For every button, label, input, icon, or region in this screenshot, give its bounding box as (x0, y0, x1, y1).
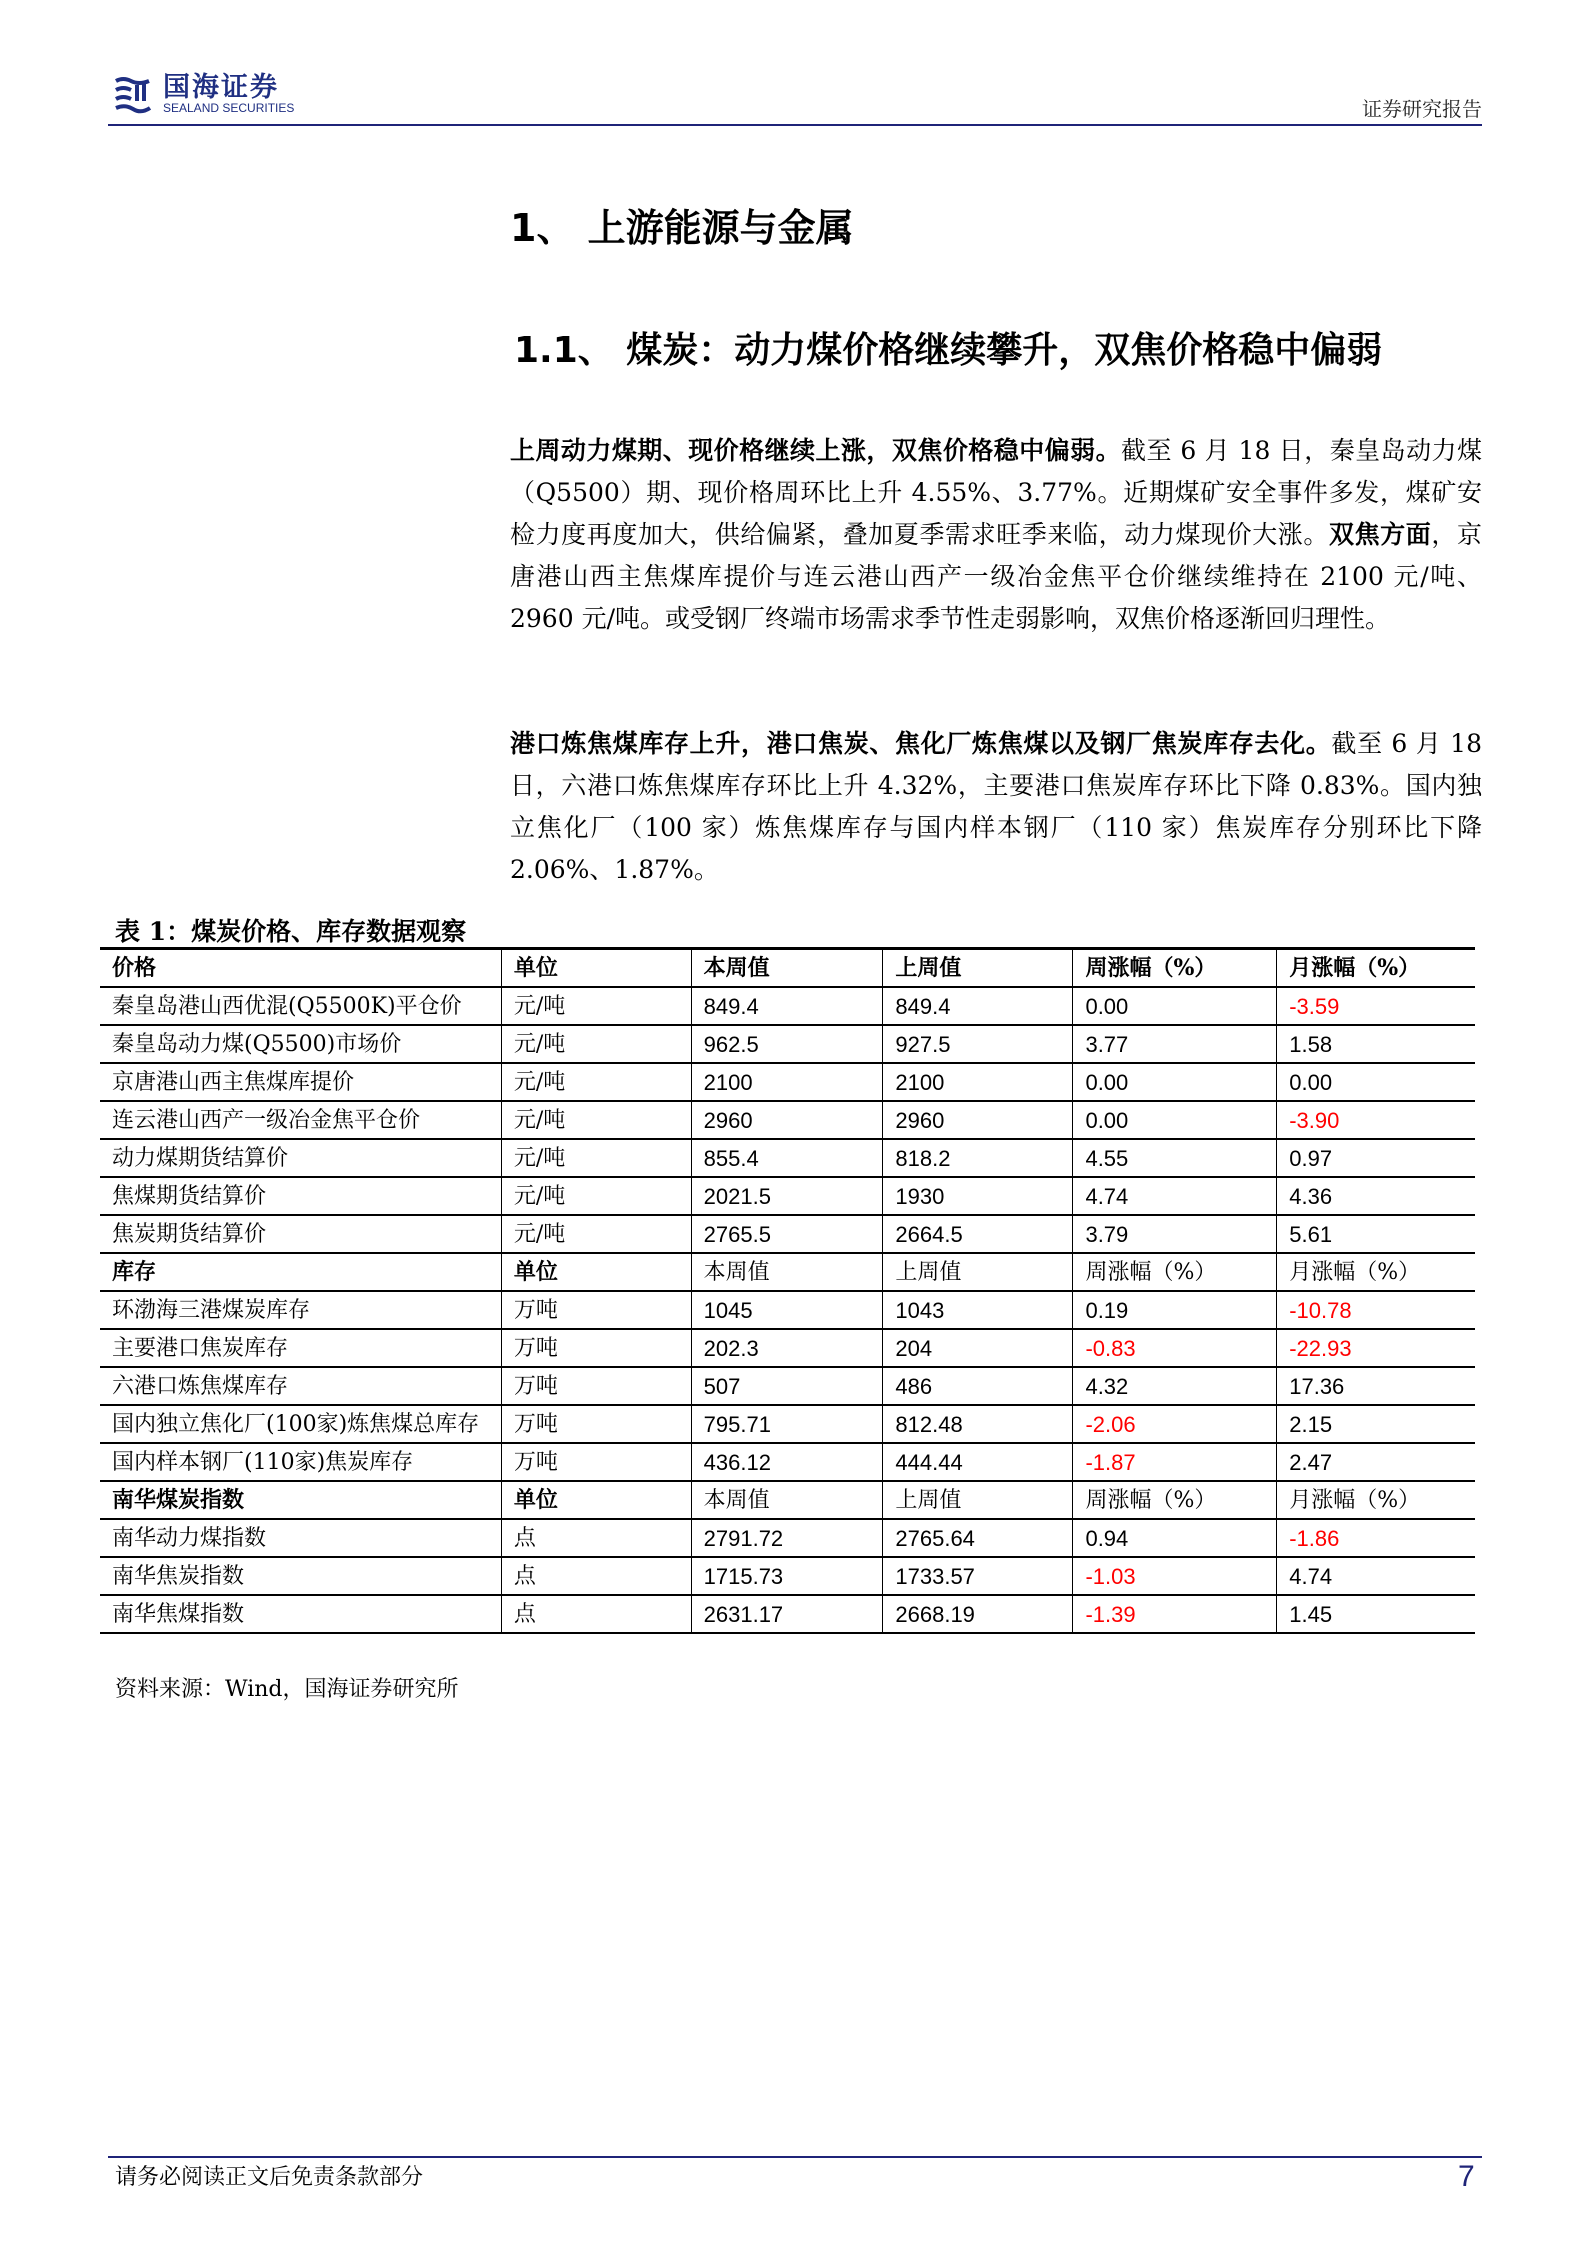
table-cell: 4.32 (1073, 1367, 1277, 1405)
table-cell: 0.94 (1073, 1519, 1277, 1557)
table-cell: 月涨幅（%） (1277, 1253, 1475, 1291)
table-row (100, 1291, 1475, 1329)
table-cell: 2765.5 (691, 1215, 883, 1253)
table-cell: 855.4 (691, 1139, 883, 1177)
table-caption: 表 1：煤炭价格、库存数据观察 (115, 917, 467, 946)
report-type: 证券研究报告 (1362, 97, 1482, 121)
table-cell: 486 (883, 1367, 1073, 1405)
table-cell: -1.87 (1073, 1443, 1277, 1481)
p2-lead: 港口炼焦煤库存上升，港口焦炭、焦化厂炼焦煤以及钢厂焦炭库存去化。 (510, 729, 1332, 758)
table-cell: 2631.17 (691, 1595, 883, 1633)
table-cell: 849.4 (883, 987, 1073, 1025)
table-cell: 南华焦炭指数 (100, 1557, 501, 1595)
table-cell: 2100 (883, 1063, 1073, 1101)
table-row (100, 1519, 1475, 1557)
table-row (100, 1139, 1475, 1177)
table-cell: 507 (691, 1367, 883, 1405)
table-cell: 月涨幅（%） (1277, 949, 1475, 988)
table-cell: 国内样本钢厂(110家)焦炭库存 (100, 1443, 501, 1481)
table-cell: 连云港山西产一级冶金焦平仓价 (100, 1101, 501, 1139)
table-cell: -1.39 (1073, 1595, 1277, 1633)
coal-data-table (100, 947, 1475, 1634)
table-cell: 927.5 (883, 1025, 1073, 1063)
table-cell: 单位 (501, 1481, 691, 1519)
p1-text2: ，京唐港山西主焦煤库提价与连云港山西产一级冶金焦平仓价继续维持在 2100 元/吨、2960 元/吨。或受钢厂终端市场需求季节性走弱影响，双焦价格逐渐回归理性。 (510, 520, 1482, 633)
table-cell: 焦炭期货结算价 (100, 1215, 501, 1253)
table-row (100, 987, 1475, 1025)
table-cell: 本周值 (691, 1481, 883, 1519)
table-cell: 元/吨 (501, 1139, 691, 1177)
logo-cn: 国海证券 (163, 72, 279, 103)
table-cell: 上周值 (883, 949, 1073, 988)
paragraph-2 (510, 723, 1482, 891)
table-cell: 0.00 (1073, 987, 1277, 1025)
table-cell: 0.19 (1073, 1291, 1277, 1329)
table-cell: 2021.5 (691, 1177, 883, 1215)
table-cell: 元/吨 (501, 1025, 691, 1063)
table-row (100, 1063, 1475, 1101)
table-cell: 元/吨 (501, 1215, 691, 1253)
table-row (100, 1557, 1475, 1595)
table-cell: 元/吨 (501, 1101, 691, 1139)
p1-lead: 上周动力煤期、现价格继续上涨，双焦价格稳中偏弱。 (510, 436, 1122, 465)
table-cell: 2664.5 (883, 1215, 1073, 1253)
table-cell: 月涨幅（%） (1277, 1481, 1475, 1519)
table-cell: 南华煤炭指数 (100, 1481, 501, 1519)
table-cell: 204 (883, 1329, 1073, 1367)
table-cell: 2100 (691, 1063, 883, 1101)
table-cell: -2.06 (1073, 1405, 1277, 1443)
table-row (100, 1025, 1475, 1063)
section-heading: 1、 上游能源与金属 (510, 206, 854, 250)
table-cell: 3.77 (1073, 1025, 1277, 1063)
p1-text: 截至 6 月 18 日，秦皇岛动力煤（Q5500）期、现价格周环比上升 4.55%、3.77%。近期煤矿安全事件多发，煤矿安检力度再度加大，供给偏紧，叠加夏季需求旺季来临，动力煤现价大涨。 (510, 436, 1482, 549)
table-header-row (100, 949, 1475, 988)
table-cell: 价格 (100, 949, 501, 988)
table-cell: 南华动力煤指数 (100, 1519, 501, 1557)
table-cell: -1.03 (1073, 1557, 1277, 1595)
table-row (100, 1101, 1475, 1139)
table-cell: -3.59 (1277, 987, 1475, 1025)
table-cell: 444.44 (883, 1443, 1073, 1481)
table-cell: 2960 (691, 1101, 883, 1139)
table-cell: 1045 (691, 1291, 883, 1329)
p2-text: 截至 6 月 18 日，六港口炼焦煤库存环比上升 4.32%，主要港口焦炭库存环比下降 0.83%。国内独立焦化厂（100 家）炼焦煤库存与国内样本钢厂（110 家）焦炭库存分别环比下降 2.06%、1.87%。 (510, 729, 1482, 884)
table-source: 资料来源：Wind，国海证券研究所 (115, 1677, 459, 1702)
table-cell: 17.36 (1277, 1367, 1475, 1405)
table-cell: 国内独立焦化厂(100家)炼焦煤总库存 (100, 1405, 501, 1443)
table-cell: 上周值 (883, 1481, 1073, 1519)
table-cell: 818.2 (883, 1139, 1073, 1177)
table-cell: 962.5 (691, 1025, 883, 1063)
header-divider (108, 124, 1482, 126)
table-row (100, 1329, 1475, 1367)
table-cell: 795.71 (691, 1405, 883, 1443)
table-cell: 0.97 (1277, 1139, 1475, 1177)
table-cell: 动力煤期货结算价 (100, 1139, 501, 1177)
table-cell: 元/吨 (501, 1177, 691, 1215)
table-cell: 4.36 (1277, 1177, 1475, 1215)
table-header-row (100, 1253, 1475, 1291)
table-cell: -22.93 (1277, 1329, 1475, 1367)
table-cell: 元/吨 (501, 987, 691, 1025)
table-cell: 812.48 (883, 1405, 1073, 1443)
table-cell: 4.55 (1073, 1139, 1277, 1177)
subsection-heading: 1.1、 煤炭：动力煤价格继续攀升，双焦价格稳中偏弱 (514, 330, 1383, 371)
table-cell: 1733.57 (883, 1557, 1073, 1595)
table-cell: 1.45 (1277, 1595, 1475, 1633)
table-cell: 2668.19 (883, 1595, 1073, 1633)
table-cell: 2960 (883, 1101, 1073, 1139)
table-row (100, 1367, 1475, 1405)
table-cell: 4.74 (1073, 1177, 1277, 1215)
table-cell: 南华焦煤指数 (100, 1595, 501, 1633)
table-cell: 环渤海三港煤炭库存 (100, 1291, 501, 1329)
table-cell: 2765.64 (883, 1519, 1073, 1557)
table-cell: 万吨 (501, 1367, 691, 1405)
table-cell: 周涨幅（%） (1073, 1253, 1277, 1291)
table-cell: 0.00 (1277, 1063, 1475, 1101)
table-cell: 1.58 (1277, 1025, 1475, 1063)
table-cell: 元/吨 (501, 1063, 691, 1101)
table-cell: 2.47 (1277, 1443, 1475, 1481)
table-cell: 六港口炼焦煤库存 (100, 1367, 501, 1405)
table-cell: 202.3 (691, 1329, 883, 1367)
table-cell: 单位 (501, 1253, 691, 1291)
table-cell: 本周值 (691, 949, 883, 988)
p1-lead2: 双焦方面 (1329, 520, 1432, 549)
table-cell: 4.74 (1277, 1557, 1475, 1595)
table-cell: -3.90 (1277, 1101, 1475, 1139)
table-cell: 万吨 (501, 1329, 691, 1367)
table-row (100, 1405, 1475, 1443)
table-row (100, 1595, 1475, 1633)
disclaimer: 请务必阅读正文后免责条款部分 (115, 2165, 424, 2190)
table-row (100, 1177, 1475, 1215)
table-cell: 周涨幅（%） (1073, 949, 1277, 988)
footer-divider (108, 2156, 1482, 2158)
table-cell: 0.00 (1073, 1063, 1277, 1101)
table-cell: -0.83 (1073, 1329, 1277, 1367)
table-cell: 上周值 (883, 1253, 1073, 1291)
table-cell: 主要港口焦炭库存 (100, 1329, 501, 1367)
table-cell: 2.15 (1277, 1405, 1475, 1443)
logo (113, 74, 294, 115)
table-cell: 点 (501, 1557, 691, 1595)
table-cell: 周涨幅（%） (1073, 1481, 1277, 1519)
table-cell: 1715.73 (691, 1557, 883, 1595)
table-row (100, 1443, 1475, 1481)
table-cell: 5.61 (1277, 1215, 1475, 1253)
table-header-row (100, 1481, 1475, 1519)
table-cell: 849.4 (691, 987, 883, 1025)
table-cell: 万吨 (501, 1443, 691, 1481)
table-cell: 点 (501, 1595, 691, 1633)
table-cell: 焦煤期货结算价 (100, 1177, 501, 1215)
table-cell: 1930 (883, 1177, 1073, 1215)
sealand-logo-icon (113, 75, 153, 115)
table-cell: 本周值 (691, 1253, 883, 1291)
table-cell: 0.00 (1073, 1101, 1277, 1139)
table-cell: 436.12 (691, 1443, 883, 1481)
page-number: 7 (1458, 2160, 1475, 2193)
table-cell: -10.78 (1277, 1291, 1475, 1329)
table-cell: 3.79 (1073, 1215, 1277, 1253)
table-cell: 库存 (100, 1253, 501, 1291)
table-cell: 点 (501, 1519, 691, 1557)
table-cell: 秦皇岛动力煤(Q5500)市场价 (100, 1025, 501, 1063)
table-cell: 单位 (501, 949, 691, 988)
table-cell: 万吨 (501, 1405, 691, 1443)
table-cell: 万吨 (501, 1291, 691, 1329)
table-cell: 1043 (883, 1291, 1073, 1329)
paragraph-1 (510, 430, 1482, 640)
table-cell: -1.86 (1277, 1519, 1475, 1557)
table-cell: 2791.72 (691, 1519, 883, 1557)
logo-en: SEALAND SECURITIES (163, 101, 295, 115)
table-cell: 京唐港山西主焦煤库提价 (100, 1063, 501, 1101)
table-cell: 秦皇岛港山西优混(Q5500K)平仓价 (100, 987, 501, 1025)
table-row (100, 1215, 1475, 1253)
